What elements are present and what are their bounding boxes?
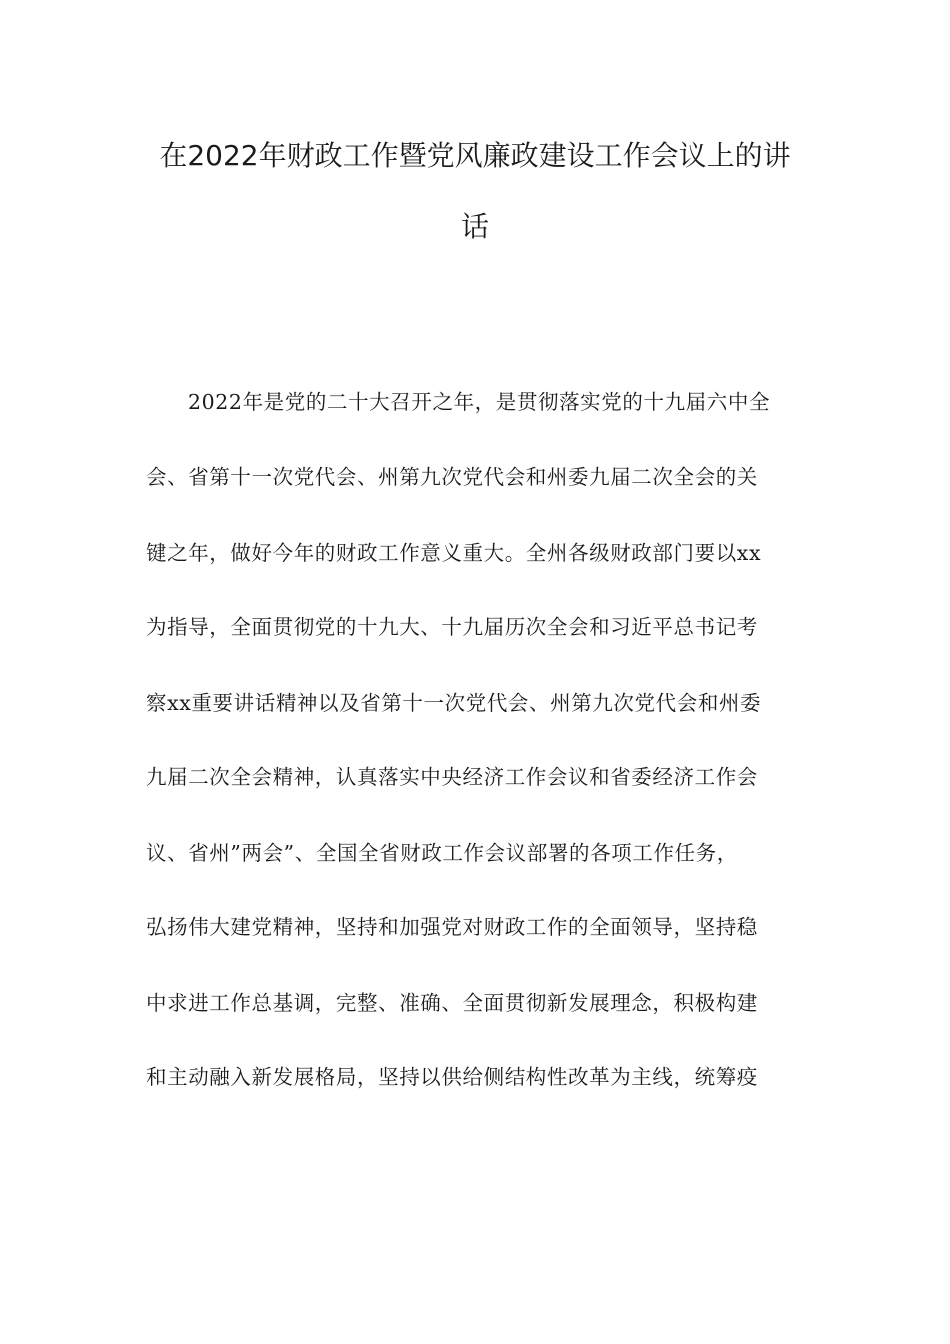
- body-text-line-8: 弘扬伟大建党精神，坚持和加强党对财政工作的全面领导，坚持稳: [146, 915, 758, 939]
- body-text-line-9: 中求进工作总基调，完整、准确、全面贯彻新发展理念，积极构建: [146, 991, 758, 1015]
- body-text-line-6: 九届二次全会精神，认真落实中央经济工作会议和省委经济工作会: [146, 765, 758, 789]
- body-text-line-2: 会、省第十一次党代会、州第九次党代会和州委九届二次全会的关: [146, 465, 758, 489]
- body-text-line-7: 议、省州”两会”、全国全省财政工作会议部署的各项工作任务，: [146, 841, 738, 865]
- body-text-line-3: 键之年，做好今年的财政工作意义重大。全州各级财政部门要以xx: [146, 541, 762, 565]
- body-text-line-1: 2022年是党的二十大召开之年，是贯彻落实党的十九届六中全: [188, 390, 771, 414]
- document-title-line-2: 话: [460, 210, 489, 243]
- body-text-line-5: 察xx重要讲话精神以及省第十一次党代会、州第九次党代会和州委: [146, 691, 762, 715]
- body-text-line-4: 为指导，全面贯彻党的十九大、十九届历次全会和习近平总书记考: [146, 615, 758, 639]
- document-title-line-1: 在2022年财政工作暨党风廉政建设工作会议上的讲: [159, 139, 791, 172]
- body-text-line-10: 和主动融入新发展格局，坚持以供给侧结构性改革为主线，统筹疫: [146, 1065, 758, 1089]
